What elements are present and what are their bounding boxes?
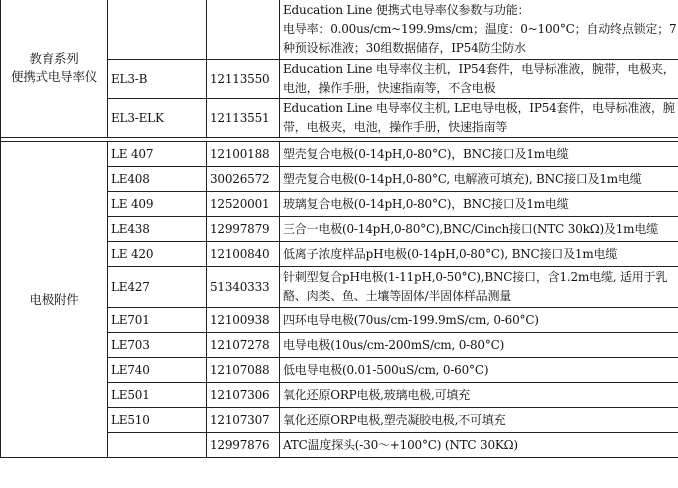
code-cell: 12113551 <box>207 99 280 138</box>
description-cell: 电导电极(10us/cm-200mS/cm, 0-80°C) <box>280 333 678 358</box>
model-cell: LE510 <box>108 408 207 433</box>
code-cell: 12100188 <box>207 142 280 167</box>
description-cell: 玻璃复合电极(0-14pH,0-80°C)，BNC接口及1m电缆 <box>280 192 678 217</box>
model-cell: LE427 <box>108 267 207 308</box>
code-cell <box>207 0 280 60</box>
description-cell: 三合一电极(0-14pH,0-80°C),BNC/Cinch接口(NTC 30kΩ)及1m电缆 <box>280 217 678 242</box>
code-cell: 30026572 <box>207 167 280 192</box>
model-cell: LE438 <box>108 217 207 242</box>
code-cell: 12997876 <box>207 433 280 458</box>
model-cell <box>108 433 207 458</box>
model-cell: LE408 <box>108 167 207 192</box>
description-cell: 低电导电极(0.01-500uS/cm, 0-60°C) <box>280 358 678 383</box>
code-cell: 12100840 <box>207 242 280 267</box>
model-cell: LE703 <box>108 333 207 358</box>
model-cell: EL3-B <box>108 60 207 99</box>
description-cell: ATC温度探头(-30～+100°C) (NTC 30KΩ) <box>280 433 678 458</box>
description-cell: 氧化还原ORP电极,玻璃电极,可填充 <box>280 383 678 408</box>
code-cell: 51340333 <box>207 267 280 308</box>
model-cell: LE701 <box>108 308 207 333</box>
code-cell: 12520001 <box>207 192 280 217</box>
description-cell: 针刺型复合pH电极(1-11pH,0-50°C),BNC接口，含1.2m电缆, 适用于乳酪、肉类、鱼、土壤等固体/半固体样品测量 <box>280 267 678 308</box>
model-cell: LE501 <box>108 383 207 408</box>
description-cell: 四环电导电极(70us/cm-199.9mS/cm, 0-60°C) <box>280 308 678 333</box>
model-cell <box>108 0 207 60</box>
description-cell: 低离子浓度样品pH电极(0-14pH,0-80°C), BNC接口及1m电缆 <box>280 242 678 267</box>
model-cell: LE 409 <box>108 192 207 217</box>
code-cell: 12113550 <box>207 60 280 99</box>
table-row <box>1 142 678 167</box>
description-cell: Education Line 电导率仪主机，IP54套件，电导标准液，腕带，电极夹，电池，操作手册，快速指南等，不含电极 <box>280 60 678 99</box>
code-cell: 12107306 <box>207 383 280 408</box>
description-cell: 塑壳复合电极(0-14pH,0-80°C)，BNC接口及1m电缆 <box>280 142 678 167</box>
code-cell: 12100938 <box>207 308 280 333</box>
group-label-education: 教育系列 便携式电导率仪 <box>1 0 108 138</box>
code-cell: 12107278 <box>207 333 280 358</box>
model-cell: EL3-ELK <box>108 99 207 138</box>
table-row <box>1 0 678 60</box>
description-cell: 塑壳复合电极(0-14pH,0-80°C, 电解液可填充), BNC接口及1m电缆 <box>280 167 678 192</box>
description-cell: Education Line 电导率仪主机, LE电导电极，IP54套件，电导标准液，腕带，电极夹，电池，操作手册，快速指南等 <box>280 99 678 138</box>
code-cell: 12997879 <box>207 217 280 242</box>
model-cell: LE 407 <box>108 142 207 167</box>
code-cell: 12107088 <box>207 358 280 383</box>
group-label-electrodes: 电极附件 <box>1 142 108 458</box>
model-cell: LE740 <box>108 358 207 383</box>
description-cell: Education Line 便携式电导率仪参数与功能： 电导率：0.00us/cm~199.9ms/cm；温度：0~100°C；自动终点锁定；7种预设标准液；30组数据储存，IP54防尘防水 <box>280 0 678 60</box>
code-cell: 12107307 <box>207 408 280 433</box>
description-cell: 氧化还原ORP电极,塑壳凝胶电极,不可填充 <box>280 408 678 433</box>
model-cell: LE 420 <box>108 242 207 267</box>
